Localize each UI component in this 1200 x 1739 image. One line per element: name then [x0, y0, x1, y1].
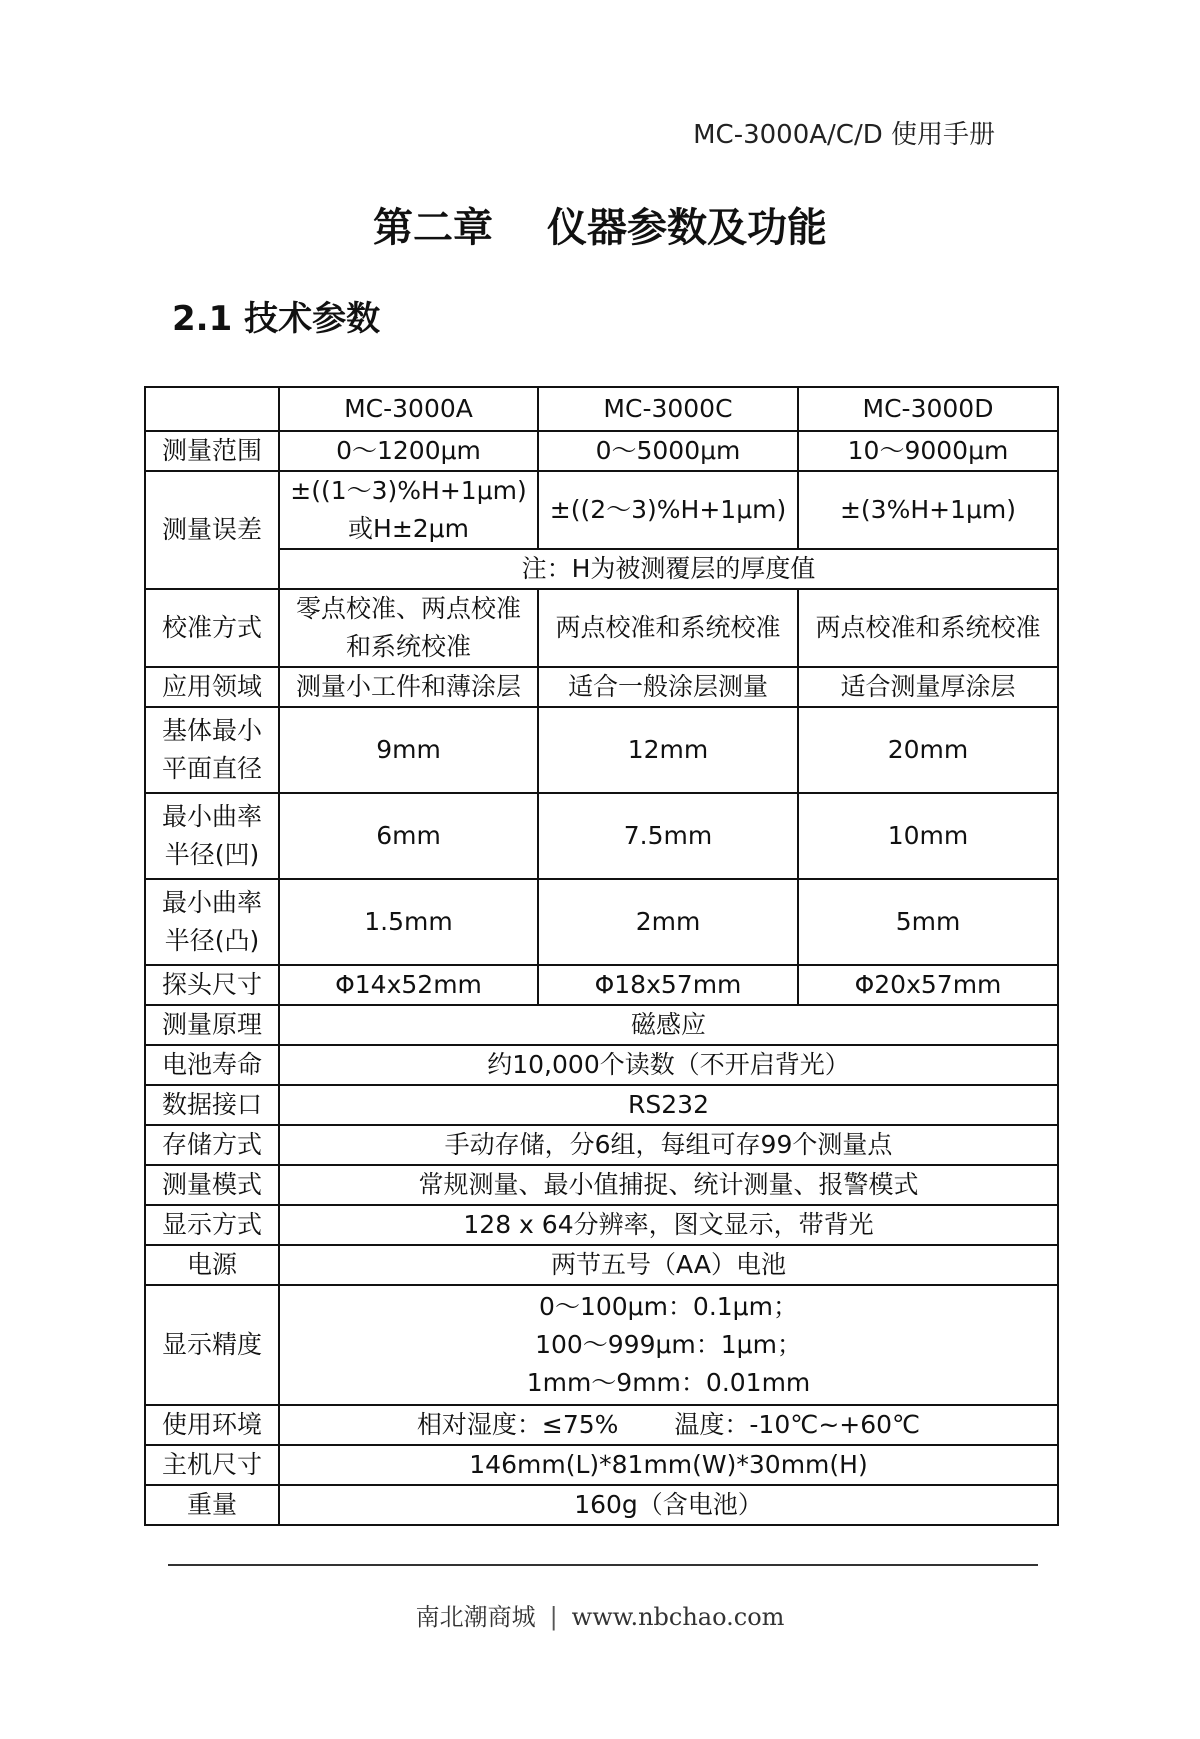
- row-label-min-curv-concave-line2: 半径(凹): [164, 840, 260, 869]
- manual-title: MC-3000A/C/D 使用手册: [693, 120, 995, 150]
- row-label-calibration: 校准方式: [145, 589, 279, 667]
- cell-range-a: 0～1200μm: [279, 431, 538, 471]
- cell-min-curv-convex-c: 2mm: [538, 879, 798, 965]
- footer-site-name: 南北潮商城: [415, 1603, 536, 1631]
- row-label-error: 测量误差: [145, 471, 279, 589]
- cell-probe-size-c: Φ18x57mm: [538, 965, 798, 1005]
- cell-probe-size-d: Φ20x57mm: [798, 965, 1058, 1005]
- header-model-d: MC-3000D: [798, 387, 1058, 431]
- row-label-probe-size: 探头尺寸: [145, 965, 279, 1005]
- cell-precision-line2: 100～999μm：1μm；: [535, 1330, 802, 1359]
- table-row-mode: [145, 1165, 1058, 1205]
- table-row-battery-life: [145, 1045, 1058, 1085]
- row-label-min-plane: [145, 707, 279, 793]
- cell-error-d: ±(3%H+1μm): [798, 471, 1058, 549]
- table-row-power: [145, 1245, 1058, 1285]
- row-label-battery-life: 电池寿命: [145, 1045, 279, 1085]
- table-row-precision: [145, 1285, 1058, 1405]
- table-row-min-curv-concave: [145, 793, 1058, 879]
- row-label-interface: 数据接口: [145, 1085, 279, 1125]
- cell-calibration-a-line2: 和系统校准: [345, 632, 471, 661]
- cell-error-a-line2: 或H±2μm: [348, 514, 469, 543]
- table-row-dimensions: [145, 1445, 1058, 1485]
- cell-error-a: [279, 471, 538, 549]
- row-label-min-curv-concave-line1: 最小曲率: [161, 802, 262, 831]
- cell-storage: 手动存储，分6组，每组可存99个测量点: [279, 1125, 1058, 1165]
- footer-separator: |: [549, 1603, 558, 1631]
- table-row-error: [145, 471, 1058, 549]
- section-title: 2.1 技术参数: [172, 299, 381, 339]
- row-label-min-plane-line2: 平面直径: [161, 754, 262, 783]
- cell-environment-humidity: 相对湿度：≤75%: [416, 1410, 619, 1439]
- cell-application-c: 适合一般涂层测量: [538, 667, 798, 707]
- cell-range-c: 0～5000μm: [538, 431, 798, 471]
- cell-principle: 磁感应: [279, 1005, 1058, 1045]
- table-row-principle: [145, 1005, 1058, 1045]
- table-row-range: [145, 431, 1058, 471]
- cell-calibration-c: 两点校准和系统校准: [538, 589, 798, 667]
- header-model-a: MC-3000A: [279, 387, 538, 431]
- footer: [0, 1597, 1200, 1632]
- header-model-c: MC-3000C: [538, 387, 798, 431]
- row-label-range: 测量范围: [145, 431, 279, 471]
- cell-min-plane-c: 12mm: [538, 707, 798, 793]
- footer-divider: [168, 1564, 1038, 1566]
- cell-calibration-a-line1: 零点校准、两点校准: [295, 594, 521, 623]
- cell-application-a: 测量小工件和薄涂层: [279, 667, 538, 707]
- cell-battery-life: 约10,000个读数（不开启背光）: [279, 1045, 1058, 1085]
- cell-min-curv-concave-a: 6mm: [279, 793, 538, 879]
- row-label-display: 显示方式: [145, 1205, 279, 1245]
- cell-error-a-line1: ±((1～3)%H+1μm): [290, 476, 527, 505]
- table-row-header: [145, 387, 1058, 431]
- cell-interface: RS232: [279, 1085, 1058, 1125]
- table-row-min-curv-convex: [145, 879, 1058, 965]
- cell-mode: 常规测量、最小值捕捉、统计测量、报警模式: [279, 1165, 1058, 1205]
- cell-calibration-a: [279, 589, 538, 667]
- cell-error-note: 注：H为被测覆层的厚度值: [279, 549, 1058, 589]
- cell-probe-size-a: Φ14x52mm: [279, 965, 538, 1005]
- table-row-min-plane: [145, 707, 1058, 793]
- row-label-weight: 重量: [145, 1485, 279, 1525]
- cell-min-curv-convex-a: 1.5mm: [279, 879, 538, 965]
- cell-min-plane-d: 20mm: [798, 707, 1058, 793]
- table-row-error-note: [145, 549, 1058, 589]
- table-row-interface: [145, 1085, 1058, 1125]
- cell-error-c: ±((2～3)%H+1μm): [538, 471, 798, 549]
- table-row-calibration: [145, 589, 1058, 667]
- table-row-environment: [145, 1405, 1058, 1445]
- cell-min-curv-concave-d: 10mm: [798, 793, 1058, 879]
- spec-table: [144, 386, 1059, 1526]
- row-label-min-curv-convex-line2: 半径(凸): [164, 926, 260, 955]
- row-label-precision: 显示精度: [145, 1285, 279, 1405]
- cell-weight: 160g（含电池）: [279, 1485, 1058, 1525]
- table-row-application: [145, 667, 1058, 707]
- cell-precision: [279, 1285, 1058, 1405]
- cell-range-d: 10～9000μm: [798, 431, 1058, 471]
- row-label-min-curv-concave: [145, 793, 279, 879]
- cell-environment: [279, 1405, 1058, 1445]
- table-row-probe-size: [145, 965, 1058, 1005]
- cell-dimensions: 146mm(L)*81mm(W)*30mm(H): [279, 1445, 1058, 1485]
- cell-min-curv-convex-d: 5mm: [798, 879, 1058, 965]
- table-row-display: [145, 1205, 1058, 1245]
- row-label-dimensions: 主机尺寸: [145, 1445, 279, 1485]
- row-label-mode: 测量模式: [145, 1165, 279, 1205]
- cell-min-curv-concave-c: 7.5mm: [538, 793, 798, 879]
- cell-precision-line3: 1mm～9mm：0.01mm: [526, 1368, 811, 1397]
- row-label-storage: 存储方式: [145, 1125, 279, 1165]
- cell-display: 128 x 64分辨率，图文显示，带背光: [279, 1205, 1058, 1245]
- header-empty-cell: [145, 387, 279, 431]
- cell-min-plane-a: 9mm: [279, 707, 538, 793]
- cell-power: 两节五号（AA）电池: [279, 1245, 1058, 1285]
- row-label-min-curv-convex-line1: 最小曲率: [161, 888, 262, 917]
- row-label-principle: 测量原理: [145, 1005, 279, 1045]
- row-label-environment: 使用环境: [145, 1405, 279, 1445]
- table-row-storage: [145, 1125, 1058, 1165]
- cell-precision-line1: 0～100μm：0.1μm；: [539, 1292, 798, 1321]
- cell-calibration-d: 两点校准和系统校准: [798, 589, 1058, 667]
- row-label-power: 电源: [145, 1245, 279, 1285]
- cell-environment-temperature: 温度：-10℃~+60℃: [674, 1410, 921, 1439]
- chapter-title: 第二章 仪器参数及功能: [373, 205, 827, 251]
- footer-url[interactable]: www.nbchao.com: [571, 1603, 785, 1631]
- table-row-weight: [145, 1485, 1058, 1525]
- row-label-min-plane-line1: 基体最小: [161, 716, 262, 745]
- cell-application-d: 适合测量厚涂层: [798, 667, 1058, 707]
- row-label-application: 应用领域: [145, 667, 279, 707]
- row-label-min-curv-convex: [145, 879, 279, 965]
